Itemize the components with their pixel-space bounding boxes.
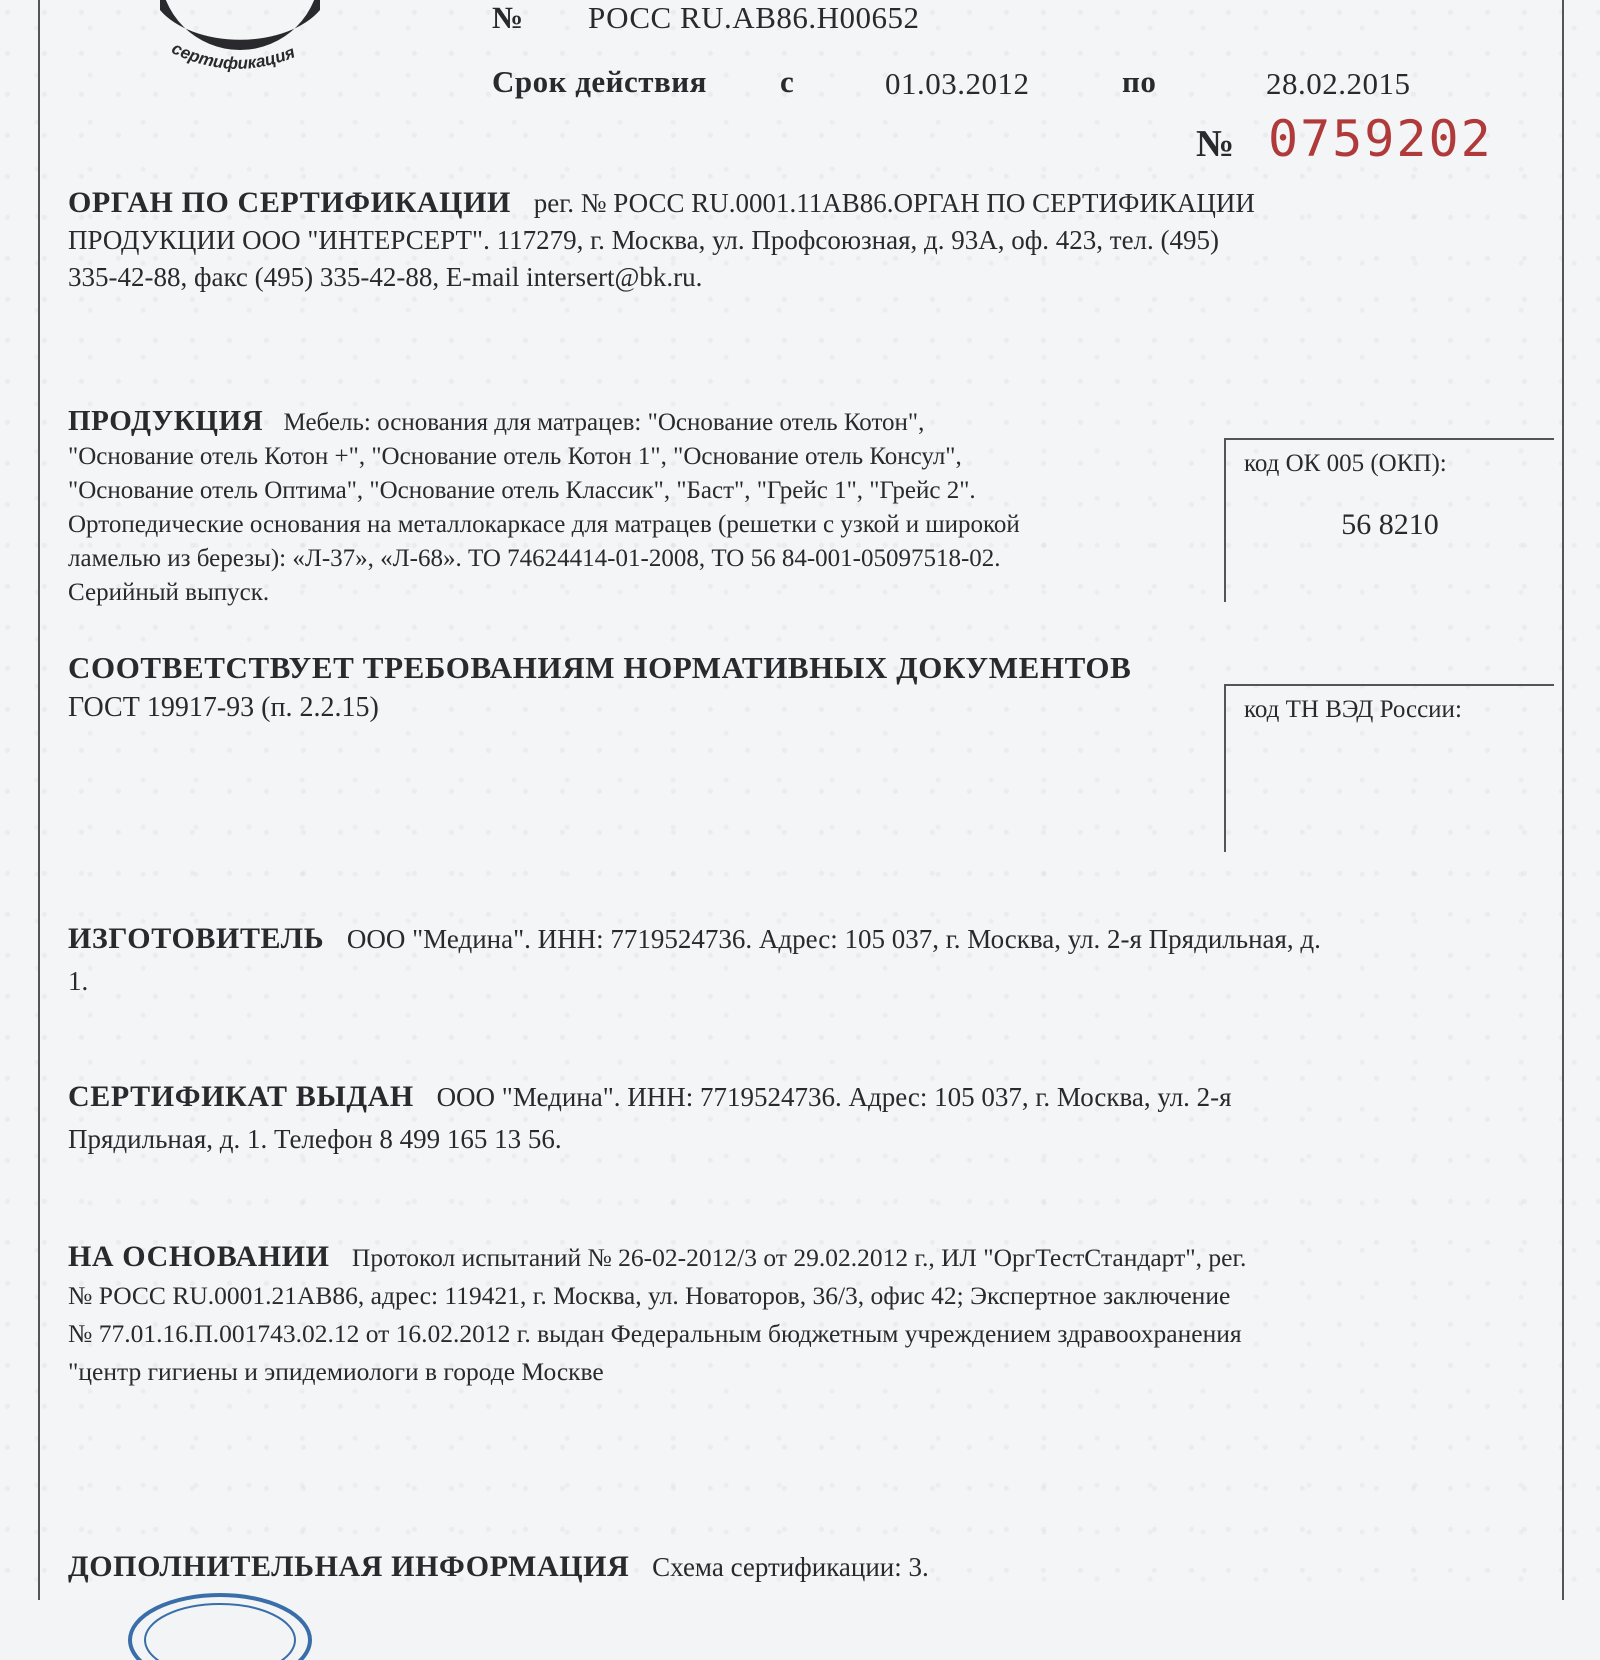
- stamp-seal-icon: [120, 1580, 320, 1660]
- okp-code-label: код ОК 005 (ОКП):: [1244, 450, 1447, 477]
- right-border-line: [1562, 0, 1564, 1600]
- certification-body-line-1: рег. № РОСС RU.0001.11АВ86.ОРГАН ПО СЕРТИФИКАЦИИ: [533, 188, 1255, 218]
- issued-to-section: [68, 1076, 1548, 1160]
- product-section: [68, 404, 1198, 610]
- additional-info-heading: ДОПОЛНИТЕЛЬНАЯ ИНФОРМАЦИЯ: [68, 1550, 630, 1583]
- product-line-1: Мебель: основания для матрацев: "Основание отель Котон",: [283, 409, 925, 436]
- product-line-4: Ортопедические основания на металлокаркасе для матрацев (решетки с узкой и широкой: [68, 511, 1020, 538]
- certification-logo-icon: [120, 0, 360, 100]
- product-line-3: "Основание отель Оптима", "Основание отель Классик", "Баст", "Грейс 1", "Грейс 2".: [68, 477, 976, 504]
- validity-to-label: по: [1122, 64, 1157, 99]
- certification-body-line-3: 335-42-88, факс (495) 335-42-88, E-mail intersert@bk.ru.: [68, 262, 703, 292]
- validity-label: Срок действия: [492, 64, 707, 99]
- manufacturer-heading: ИЗГОТОВИТЕЛЬ: [68, 922, 325, 955]
- product-heading: ПРОДУКЦИЯ: [68, 405, 264, 437]
- validity-date-to: 28.02.2015: [1266, 66, 1411, 101]
- basis-line-3: № 77.01.16.П.001743.02.12 от 16.02.2012 г. выдан Федеральным бюджетным учреждением здравоохранения: [68, 1319, 1242, 1348]
- validity-from-label: с: [780, 64, 795, 99]
- compliance-heading: СООТВЕТСТВУЕТ ТРЕБОВАНИЯМ НОРМАТИВНЫХ ДОКУМЕНТОВ: [68, 650, 1132, 685]
- serial-number-sign: №: [1196, 123, 1235, 165]
- basis-section: [68, 1238, 1558, 1391]
- manufacturer-section: [68, 918, 1548, 1002]
- basis-line-4: "центр гигиены и эпидемиологи в городе Москве: [68, 1357, 604, 1386]
- validity-date-from: 01.03.2012: [885, 66, 1030, 101]
- product-line-6: Серийный выпуск.: [68, 579, 270, 606]
- issued-to-line-2: Прядильная, д. 1. Телефон 8 499 165 13 56.: [68, 1124, 562, 1154]
- left-border-line: [38, 0, 40, 1600]
- cert-number: РОСС RU.АВ86.Н00652: [588, 0, 920, 35]
- certification-body-section: [68, 184, 1548, 296]
- product-line-2: "Основание отель Котон +", "Основание отель Котон 1", "Основание отель Консул",: [68, 443, 962, 470]
- certification-body-heading: ОРГАН ПО СЕРТИФИКАЦИИ: [68, 186, 511, 219]
- basis-heading: НА ОСНОВАНИИ: [68, 1240, 330, 1273]
- serial-number: 0759202: [1268, 110, 1493, 168]
- tnved-code-label: код ТН ВЭД России:: [1244, 696, 1462, 723]
- okp-code-value: 56 8210: [1341, 508, 1439, 541]
- compliance-standard: ГОСТ 19917-93 (п. 2.2.15): [68, 692, 379, 723]
- basis-line-2: № РОСС RU.0001.21АВ86, адрес: 119421, г. Москва, ул. Новаторов, 36/3, офис 42; Экспертное заключение: [68, 1281, 1231, 1310]
- okp-code-box: [1224, 438, 1554, 602]
- cert-number-sign: №: [492, 0, 524, 35]
- tnved-code-box: [1224, 684, 1554, 852]
- additional-info-text: Схема сертификации: 3.: [652, 1552, 929, 1582]
- basis-line-1: Протокол испытаний № 26-02-2012/3 от 29.02.2012 г., ИЛ "ОргТестСтандарт", рег.: [351, 1243, 1247, 1272]
- manufacturer-line-2: 1.: [68, 966, 89, 996]
- logo-text: сертификация: [168, 38, 298, 74]
- product-line-5: ламелью из березы): «Л-37», «Л-68». ТО 74624414-01-2008, ТО 56 84-001-05097518-02.: [68, 545, 1001, 572]
- certification-body-line-2: ПРОДУКЦИИ ООО "ИНТЕРСЕРТ". 117279, г. Москва, ул. Профсоюзная, д. 93А, оф. 423, тел. (495): [68, 225, 1220, 255]
- issued-to-line-1: ООО "Медина". ИНН: 7719524736. Адрес: 105 037, г. Москва, ул. 2-я: [436, 1082, 1232, 1112]
- issued-to-heading: СЕРТИФИКАТ ВЫДАН: [68, 1080, 414, 1113]
- manufacturer-line-1: ООО "Медина". ИНН: 7719524736. Адрес: 105 037, г. Москва, ул. 2-я Прядильная, д.: [346, 924, 1321, 954]
